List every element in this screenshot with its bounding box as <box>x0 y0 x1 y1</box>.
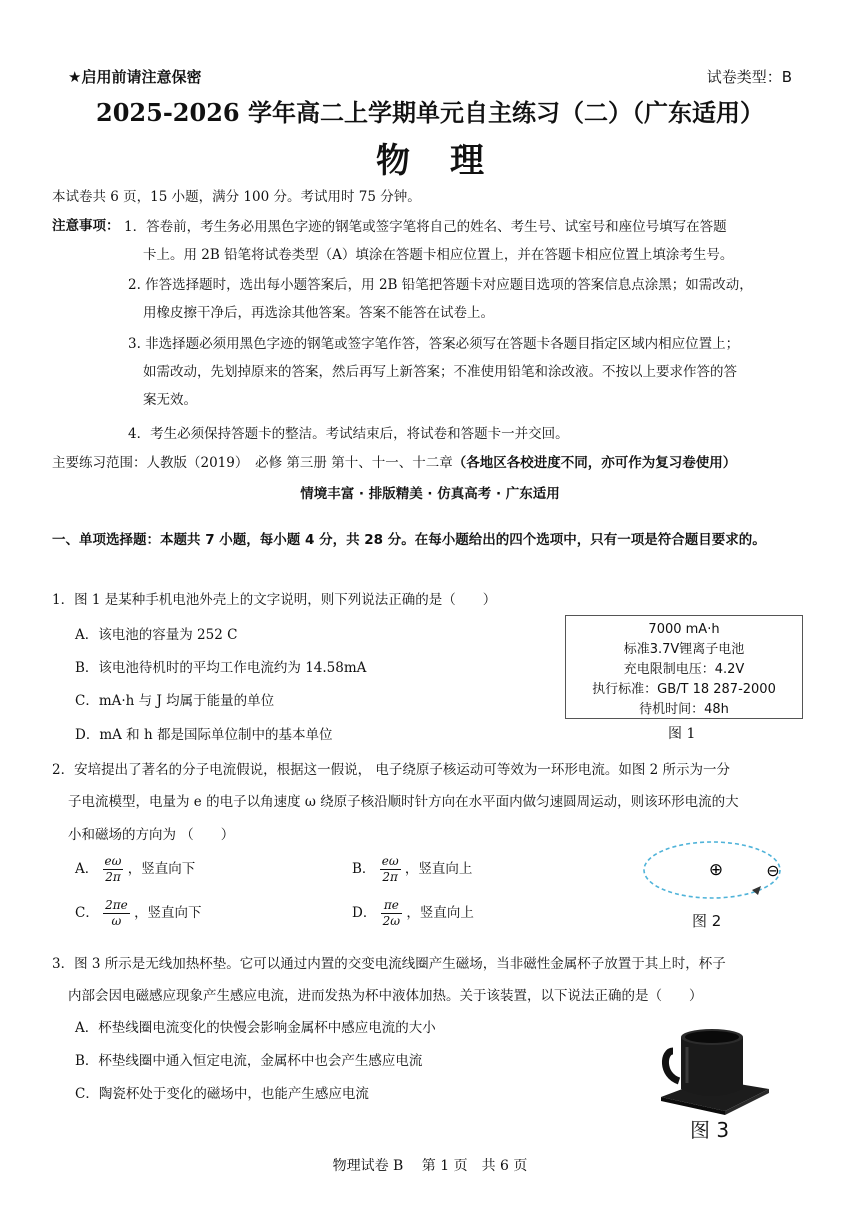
note-2-line-1: 2. 作答选择题时，选出每小题答案后，用 2B 铅笔把答题卡对应题目选项的答案信息点涂黑；如需改动， <box>128 277 753 293</box>
q2-option-c-fraction <box>103 898 130 929</box>
q2-c-denominator: ω <box>111 914 122 928</box>
q2-option-d-label: D． <box>352 905 377 921</box>
q2-option-b <box>352 854 472 885</box>
paper-type: 试卷类型：B <box>706 68 792 86</box>
intro-text: 本试卷共 6 页，15 小题，满分 100 分。考试用时 75 分钟。 <box>52 189 421 205</box>
q2-stem-line-1: 2．安培提出了著名的分子电流假说，根据这一假说， 电子绕原子核运动可等效为一环形电流。如图 2 所示为一分 <box>52 762 731 778</box>
scope-bold: （各地区各校进度不同，亦可作为复习卷使用） <box>452 455 737 471</box>
note-3-line-2: 如需改动，先划掉原来的答案，然后再写上新答案；不准使用铅笔和涂改液。不按以上要求作答的答 <box>143 364 737 380</box>
q3-stem-line-1: 3．图 3 所示是无线加热杯垫。它可以通过内置的交变电流线圈产生磁场，当非磁性金属杯子放置于其上时，杯子 <box>52 956 726 972</box>
battery-type: 标准3.7V锂离子电池 <box>623 642 745 657</box>
q2-d-numerator: πe <box>381 898 402 914</box>
battery-standby: 待机时间：48h <box>639 702 729 717</box>
q2-option-a-label: A． <box>75 861 99 877</box>
figure-1-caption: 图 1 <box>668 726 696 742</box>
practice-scope <box>52 451 736 471</box>
subject-title: 物理 <box>376 141 524 181</box>
battery-charge-voltage: 充电限制电压：4.2V <box>623 662 745 677</box>
note-2-line-2: 用橡皮擦干净后，再选涂其他答案。答案不能答在试卷上。 <box>143 305 494 321</box>
battery-capacity: 7000 mA·h <box>648 622 720 637</box>
q2-option-d-text: ，竖直向上 <box>406 905 474 921</box>
q3-stem-line-2: 内部会因电磁感应现象产生感应电流，进而发热为杯中液体加热。关于该装置，以下说法正确的是（ ） <box>68 988 703 1004</box>
q2-d-denominator: 2ω <box>382 914 401 928</box>
figure-3-mug-heater-image <box>655 1025 775 1115</box>
note-3-line-1: 3. 非选择题必须用黑色字迹的钢笔或签字笔作答，答案必须写在答题卡各题目指定区域内相应位置上； <box>128 336 740 352</box>
scope-text: 主要练习范围：人教版（2019） 必修 第三册 第十、十一、十二章 <box>52 455 453 471</box>
q2-a-denominator: 2π <box>105 870 121 884</box>
note-3 <box>128 330 818 414</box>
q2-option-c-label: C． <box>75 905 99 921</box>
q2-option-a <box>75 854 195 885</box>
nucleus-symbol: ⊕ <box>708 860 724 880</box>
note-1-line-2: 卡上。用 2B 铅笔将试卷类型（A）填涂在答题卡相应位置上，并在答题卡相应位置上填涂考生号。 <box>143 247 734 263</box>
note-1-line-1: 1．答卷前，考生务必用黑色字迹的钢笔或签字笔将自己的姓名、考生号、试室号和座位号填写在答题 <box>124 219 727 235</box>
q2-option-d <box>352 898 474 929</box>
q3-option-a: A．杯垫线圈电流变化的快慢会影响金属杯中感应电流的大小 <box>75 1020 436 1036</box>
q1-stem: 1．图 1 是某种手机电池外壳上的文字说明，则下列说法正确的是（ ） <box>52 592 497 608</box>
q2-option-b-fraction <box>380 854 401 885</box>
q2-option-d-fraction <box>381 898 402 929</box>
slogan: 情境丰富 · 排版精美 · 仿真高考 · 广东适用 <box>300 486 560 502</box>
q1-option-b: B．该电池待机时的平均工作电流约为 14.58mA <box>75 660 367 676</box>
q2-option-b-text: ，竖直向上 <box>404 861 473 877</box>
q2-option-a-fraction <box>103 854 124 885</box>
q3-option-b: B．杯垫线圈中通入恒定电流，金属杯中也会产生感应电流 <box>75 1053 423 1069</box>
section-heading <box>52 527 812 553</box>
notes-label: 注意事项： <box>52 218 120 234</box>
note-1 <box>124 213 814 269</box>
q2-option-c <box>75 898 202 929</box>
exam-title: 2025-2026 学年高二上学期单元自主练习（二）（广东适用） <box>96 98 764 127</box>
q2-c-numerator: 2πe <box>105 898 128 912</box>
section-heading-text: 一、单项选择题：本题共 7 小题，每小题 4 分，共 28 分。在每小题给出的四个选项中，只有一项是符合题目要求的。 <box>52 532 766 548</box>
confidential-notice: ★启用前请注意保密 <box>68 68 202 86</box>
battery-label-box <box>565 615 803 719</box>
q2-b-denominator: 2π <box>382 870 398 884</box>
q2-stem-line-2: 子电流模型，电量为 e 的电子以角速度 ω 绕原子核沿顺时针方向在水平面内做匀速圆周运动，则该环形电流的大 <box>68 794 739 810</box>
q2-option-a-text: ，竖直向下 <box>127 861 196 877</box>
q3-option-c: C．陶瓷杯处于变化的磁场中，也能产生感应电流 <box>75 1086 369 1102</box>
note-3-line-3: 案无效。 <box>143 392 197 408</box>
q2-stem-line-3: 小和磁场的方向为 （ ） <box>68 827 235 843</box>
electron-symbol: ⊖ <box>766 861 780 880</box>
q2-b-numerator: eω <box>381 854 399 868</box>
q1-option-c: C．mA·h 与 J 均属于能量的单位 <box>75 693 275 709</box>
note-4-line-1: 4．考生必须保持答题卡的整洁。考试结束后，将试卷和答题卡一并交回。 <box>128 426 569 442</box>
note-2 <box>128 271 818 327</box>
q2-option-b-label: B． <box>352 861 376 877</box>
page-footer: 物理试卷 B 第 1 页 共 6 页 <box>332 1158 528 1174</box>
note-4 <box>128 420 818 448</box>
q1-option-a: A．该电池的容量为 252 C <box>75 627 238 643</box>
q1-option-d: D．mA 和 h 都是国际单位制中的基本单位 <box>75 727 333 743</box>
figure-2-caption: 图 2 <box>692 912 722 930</box>
q2-option-c-text: ，竖直向下 <box>134 905 202 921</box>
battery-standard: 执行标准：GB/T 18 287-2000 <box>592 682 776 697</box>
figure-3-caption: 图 3 <box>690 1118 730 1142</box>
q2-a-numerator: eω <box>104 854 122 868</box>
figure-2-orbit-diagram <box>640 838 790 908</box>
